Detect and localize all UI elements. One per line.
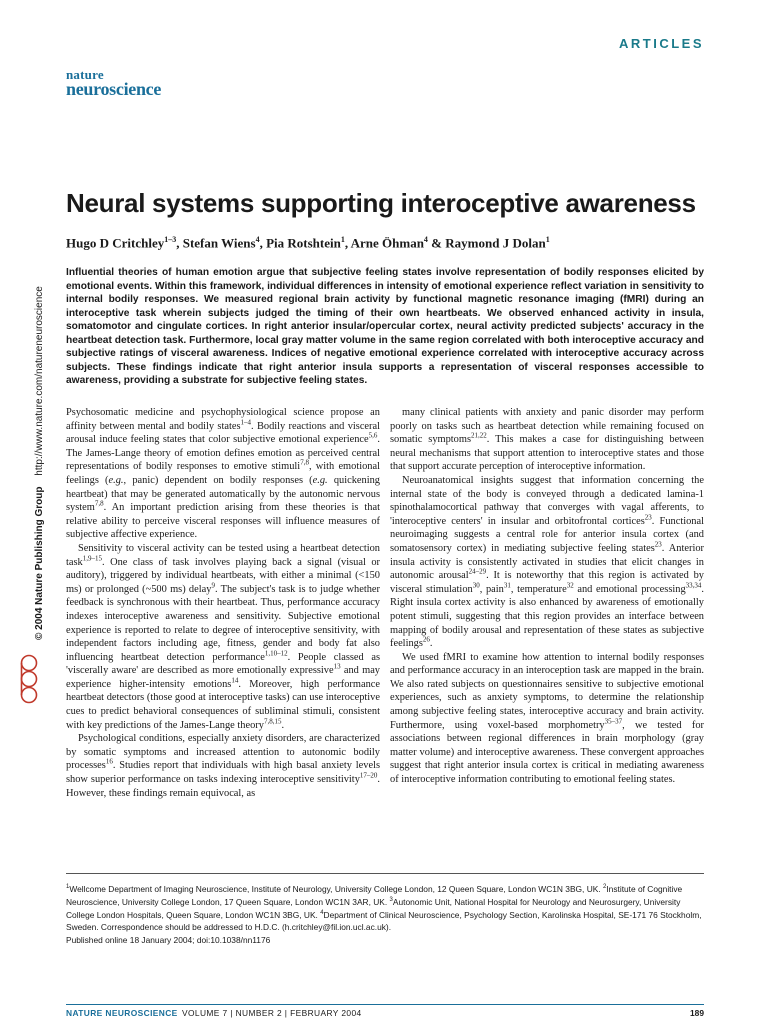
paragraph <box>390 651 704 787</box>
citation-ref: 23 <box>644 513 652 522</box>
affiliations <box>66 882 706 933</box>
citation-ref: 23 <box>654 540 662 549</box>
author-list <box>66 235 550 251</box>
author-name: Stefan Wiens <box>182 235 256 251</box>
body-text: quickening heartbeat) that may be generated automatically by the autonomic nervous system <box>66 474 380 514</box>
author-separator: , <box>344 235 351 251</box>
author-name: Hugo D Critchley <box>66 235 165 251</box>
citation-ref: 31 <box>503 581 511 590</box>
citation-ref: 13 <box>333 662 341 671</box>
copyright-text: © 2004 Nature Publishing Group <box>34 486 45 640</box>
author-separator: , <box>176 235 183 251</box>
body-text: Institute of Cognitive Neuroscience, University College London, 17 Queen Square, London WC1N 3AR, UK. <box>66 883 683 907</box>
journal-url-link[interactable]: http://www.nature.com/natureneuroscience <box>34 286 45 476</box>
page-footer <box>66 1008 704 1018</box>
npg-seal-icon <box>20 654 38 704</box>
body-text: , temperature <box>510 583 567 595</box>
body-column-right <box>390 406 704 787</box>
author-name: Raymond J Dolan <box>445 235 546 251</box>
body-text: . One class of task involves playing back a signal (visual or auditory), triggered by individual heartbeats, with either a minimal (<150 ms) or prolonged (~500 ms) delay <box>66 556 380 595</box>
body-text: . Right insula cortex activity is also enhanced by awareness of emotionally potent stimuli, suggesting that this region provides an interface between mapping of bodily arousal and representation of these states as subjective feelings <box>390 583 704 650</box>
citation-ref: 7,8 <box>94 499 104 508</box>
author-affiliation-ref: 4 <box>255 235 260 244</box>
section-tag: ARTICLES <box>619 36 704 51</box>
italic-text: e.g. <box>312 474 328 486</box>
body-text: . It is noteworthy that this region is activated by visceral stimulation <box>390 570 704 595</box>
body-text: , we tested for associations between regional differences in brain morphology (gray matter volume) and interoceptive awareness. These convergent approaches suggest that right anterior insula cortex is critical in mediating awareness of interoceptive information contributing to emotional feeling states. <box>390 719 704 786</box>
author-affiliation-ref: 1 <box>545 235 550 244</box>
citation-ref: 3 <box>389 897 393 904</box>
citation-ref: 26 <box>422 635 430 644</box>
citation-ref: 1,9–15 <box>82 554 102 563</box>
citation-ref: 14 <box>231 676 239 685</box>
author-name: Pia Rotshtein <box>266 235 341 251</box>
author-affiliation-ref: 1–3 <box>164 235 177 244</box>
body-text: Autonomic Unit, National Hospital for Neurology and Neurosurgery, University College London Hospitals, Queen Square, London WC1N 3BG, UK. <box>66 897 681 921</box>
author-separator: & <box>427 235 446 251</box>
body-text: . This makes a case for distinguishing between neural mechanisms that support attention to interoceptive states and those that support accurate perception of interoceptive information. <box>390 434 704 473</box>
citation-ref: 7,8,15 <box>263 717 282 726</box>
citation-ref: 1,10–12 <box>264 649 288 658</box>
publication-info: Published online 18 January 2004; doi:10.1038/nn1176 <box>66 935 271 945</box>
citation-ref: 9 <box>211 581 215 590</box>
body-text: Department of Clinical Neuroscience, Psychology Section, Karolinska Hospital, SE-171 76 Stockholm, Sweden. Correspondence should be addressed to H.D.C. (h.critchley@fil.ion.ucl.ac.uk). <box>66 910 702 932</box>
body-text: Sensitivity to visceral activity can be tested using a heartbeat detection task <box>66 542 380 568</box>
body-column-left <box>66 406 380 800</box>
body-text: . Functional neuroimaging suggests a central role for anterior insula cortex (and somatosensory cortex) in mediating subjective feeling states <box>390 515 705 554</box>
citation-ref: 17–20 <box>359 771 378 780</box>
paragraph <box>66 542 380 732</box>
body-text: Wellcome Department of Imaging Neuroscience, Institute of Neurology, University College London, 12 Queen Square, London WC1N 3BG, UK. <box>69 883 603 894</box>
author-separator: , <box>259 235 267 251</box>
journal-logo[interactable] <box>66 68 161 98</box>
citation-ref: 24–29 <box>468 567 487 576</box>
citation-ref: 16 <box>105 757 113 766</box>
body-text: . Bodily reactions and visceral arousal induce feeling states that color subjective emotional experience <box>66 420 381 446</box>
paragraph <box>66 406 380 542</box>
body-text: , with emotional feelings ( <box>66 461 380 486</box>
body-text: . The James-Lange theory of emotion defines emotion as perceived central representations of bodily responses to emotive stimuli <box>66 434 380 473</box>
body-text: . <box>281 719 285 731</box>
paragraph <box>390 474 704 651</box>
citation-ref: 5,6 <box>368 431 378 440</box>
body-text: . Anterior insula activity is consistently activated in studies that elicit changes in autonomic arousal <box>390 542 704 582</box>
citation-ref: 33,34 <box>685 581 702 590</box>
body-text: , panic) dependent on bodily responses ( <box>123 474 313 486</box>
abstract: Influential theories of human emotion argue that subjective feeling states involve representation of bodily responses elicited by emotional events. Within this framework, individual differences in intensity of emotional experience reflect variation in sensitivity to internal bodily responses. We measured regional brain activity by functional magnetic resonance imaging (fMRI) during an interoceptive task wherein subjects judged the timing of their own heartbeats. We observed enhanced activity in insula, somatomotor and cingulate cortices. In right anterior insular/opercular cortex, neural activity predicted subjects' accuracy in the heartbeat detection task. Furthermore, local gray matter volume in the same region correlated with both interoceptive accuracy and subjective ratings of visceral awareness. Indices of negative emotional experience correlated with interoceptive accuracy across subjects. These findings indicate that right anterior insula supports a representation of visceral responses accessible to awareness, providing a substrate for subjective feeling states. <box>66 267 704 386</box>
body-text: . The subject's task is to judge whether feedback is synchronous with their heartbeat. Thus, performance accuracy indexes interoceptive awareness and sensitivity. Subjective emotional experience is reported to relate to degree of interoceptive sensitivity, with independent factors including age, fitness, gender and body fat also influencing heartbeat detection performance <box>66 583 380 663</box>
body-text: . However, these findings remain equivocal, as <box>66 774 380 799</box>
article-title: Neural systems supporting interoceptive awareness <box>66 188 696 218</box>
paragraph <box>390 406 704 474</box>
citation-ref: 30 <box>472 581 480 590</box>
body-text: Neuroanatomical insights suggest that information concerning the internal state of the body is conveyed through a dedicated lamina-1 spinothalamocortical pathway that converges with vagal afferents, to 'interoceptive centers' in insular and orbitofrontal cortices <box>390 474 704 527</box>
citation-ref: 35–37 <box>604 717 623 726</box>
author-affiliation-ref: 4 <box>423 235 428 244</box>
footer-journal-name: NATURE NEUROSCIENCE <box>66 1008 178 1018</box>
body-text: many clinical patients with anxiety and panic disorder may perform poorly on tasks such as heartbeat detection while remaining focused on somatic symptoms <box>390 407 704 446</box>
body-text: and emotional processing <box>573 583 686 595</box>
author-name: Arne Öhman <box>350 235 424 251</box>
body-text: Psychosomatic medicine and psychophysiological science propose an affinity between mental and bodily states <box>66 407 380 432</box>
body-text: Psychological conditions, especially anxiety disorders, are characterized by somatic symptoms and increased attention to autonomic bodily processes <box>66 733 380 772</box>
side-copyright <box>34 286 45 640</box>
footer-divider <box>66 1004 704 1005</box>
author-affiliation-ref: 1 <box>340 235 345 244</box>
citation-ref: 1–4 <box>240 418 252 427</box>
citation-ref: 21,22 <box>471 431 487 440</box>
body-text: and may experience higher-intensity emotions <box>66 665 381 690</box>
citation-ref: 2 <box>602 884 607 890</box>
citation-ref: 7,8 <box>300 458 309 467</box>
footer-issue: VOLUME 7 | NUMBER 2 | FEBRUARY 2004 <box>182 1008 362 1018</box>
citation-ref: 4 <box>320 910 324 917</box>
body-text: . People classed as 'viscerally aware' are described as more emotionally expressive <box>66 651 380 677</box>
body-text: . <box>429 638 433 650</box>
paragraph <box>66 732 380 800</box>
logo-line-neuroscience: neuroscience <box>66 79 162 99</box>
italic-text: e.g. <box>108 474 124 486</box>
logo-line-nature: nature <box>66 67 104 82</box>
citation-ref: 32 <box>566 581 574 590</box>
body-text: . Studies report that individuals with high basal anxiety levels show superior performance on tasks indexing interoceptive sensitivity <box>66 760 380 786</box>
body-text: We used fMRI to examine how attention to internal bodily responses and performance accuracy in an interoception task are mapped in the brain. We also rated subjects on questionnaires sensitive to subjective emotional experiences, such as anxiety symptoms, to determine the relationship among subjective feeling states, interoceptive accuracy and brain activity. Furthermore, using voxel-based morphometry <box>390 651 704 731</box>
body-text: . Moreover, high performance heartbeat detectors (those good at interoceptive tasks) can use interoceptive cues to predict behavioral consequences of subliminal stimuli, consistent with key predictions of the James-Lange theory <box>66 678 381 731</box>
body-text: . An important prediction arising from these theories is that relative ability to perceive visceral responses will influence measures of subjective affective experience. <box>66 502 380 541</box>
page-number: 189 <box>690 1008 704 1018</box>
body-text: , pain <box>479 583 504 595</box>
footnote-divider <box>66 873 704 874</box>
citation-ref: 1 <box>66 884 70 890</box>
